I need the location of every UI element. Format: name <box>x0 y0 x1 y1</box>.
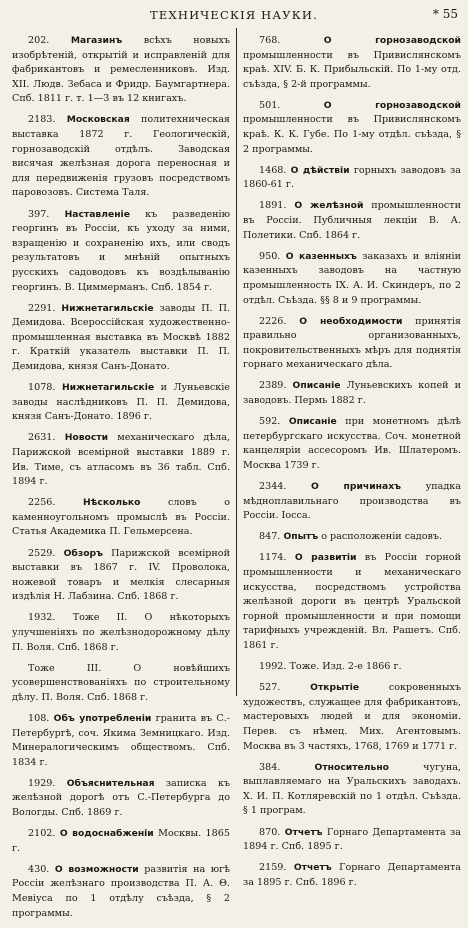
entry-keyword: Открытіе <box>310 682 360 694</box>
entry-text: промышленности въ Россіи. Публичныя лекціи В. А. Полетики. Спб. 1864 г. <box>243 200 461 241</box>
entry-text: Тоже II. О нѣкоторыхъ улучшеніяхъ по желѣзнодорожному дѣлу П. Воля. Спб. 1868 г. <box>12 612 230 653</box>
catalog-entry <box>243 826 461 855</box>
entry-number: 2529. <box>28 547 56 559</box>
entry-number: 501. <box>259 99 281 111</box>
entry-keyword: О причинахъ <box>311 481 402 493</box>
catalog-entry <box>12 547 230 605</box>
entry-text: Парижской всемірной выставки въ 1867 г. IV. Проволока, ножевой товаръ и мелкія слесарныя издѣлія Н. Лабзина. Спб. 1868 г. <box>12 547 230 603</box>
entry-number: 384. <box>259 761 281 773</box>
entry-text: сокровенныхъ художествъ, служащее для фабрикантовъ, мастеровыхъ людей и для экономіи. Перев. съ нѣмец. Мих. Агентовымъ. Москва въ 3 частяхъ, 1768, 1769 и 1771 г. <box>243 682 461 752</box>
catalog-entry <box>243 861 461 890</box>
entry-text: о расположеніи садовъ. <box>321 531 443 543</box>
entry-keyword: О развитіи <box>294 552 357 564</box>
entry-number: 592. <box>259 416 281 428</box>
catalog-entry <box>12 113 230 201</box>
entry-keyword: Московская <box>66 114 130 126</box>
catalog-entry <box>12 34 230 107</box>
entry-keyword: О желѣзной <box>294 200 364 212</box>
entry-text: Москвы. 1865 г. <box>12 828 230 854</box>
catalog-entry <box>243 415 461 473</box>
page-header <box>0 4 468 24</box>
catalog-entry <box>243 250 461 308</box>
entry-keyword: О горнозаводской <box>323 99 461 111</box>
catalog-entry <box>12 611 230 655</box>
entry-keyword: О горнозаводской <box>323 35 461 46</box>
entry-keyword: Новости <box>64 432 109 444</box>
entry-text: упадка мѣдноплавильнаго производства въ Россіи. Іосса. <box>243 481 461 522</box>
catalog-entry <box>12 662 230 706</box>
entry-keyword: О дѣйствіи <box>290 164 350 176</box>
entry-text: заказахъ и вліяніи казенныхъ заводовъ на частную промышленность IX. А. И. Скиндеръ, по 2 отдѣл. Съѣзда. §§ 8 и 9 программы. <box>243 250 461 306</box>
entry-number: 527. <box>259 682 281 694</box>
entry-text: къ разведенію георгинъ въ Россіи, къ уходу за ними, взращенію и сохраненію ихъ, или сводъ результатовъ и мнѣній опытныхъ русскихъ садоводовъ къ воздѣлыванію георгинъ. В. Циммерманъ. Спб. 1854 г. <box>12 208 230 293</box>
catalog-entry <box>243 761 461 819</box>
entry-number: 1932. <box>28 612 56 624</box>
entry-text: развитія на югѣ Россіи желѣзнаго производства П. А. Θ. Мевіуса по 1 отдѣлу съѣзда, § 2 программы. <box>12 863 230 919</box>
entry-text: словъ о каменноугольномъ промыслѣ въ Россіи. Статья Академика П. Гельмерсена. <box>12 497 230 538</box>
entry-keyword: Объ употребленіи <box>53 712 152 724</box>
catalog-entry <box>12 302 230 375</box>
catalog-entry <box>12 208 230 296</box>
entry-text: при монетномъ дѣлѣ петербургскаго искусства. Соч. монетной канцеляріи ассесоромъ Ив. Шлатеромъ. Москва 1739 г. <box>243 416 461 471</box>
catalog-entry <box>243 379 461 408</box>
entry-text: въ Россіи горной промышленности и механическаго искусства, посредствомъ устройства желѣзной дороги въ центрѣ Уральской горной промышленности и при помощи тарифныхъ учрежденій. Вл. Рашетъ. Спб. 1861 г. <box>243 552 461 651</box>
entry-number: 2183. <box>28 114 56 126</box>
entry-keyword: Отчетъ <box>293 862 332 874</box>
entry-number: 2344. <box>259 481 287 493</box>
entry-text: промышленности въ Привислянскомъ краѣ. XIV. Б. К. Прибыльскій. По 1-му отд. съѣзда, § 2-й программы. <box>243 49 461 90</box>
catalog-entry <box>243 551 461 653</box>
catalog-entry <box>243 34 461 92</box>
entry-text: записка къ желѣзной дорогѣ отъ С.-Петербурга до Вологды. Спб. 1869 г. <box>12 777 230 818</box>
entry-keyword: Объяснительная <box>66 777 155 789</box>
entry-text: и Луньевскіе заводы наслѣдниковъ П. П. Демидова, князя Санъ-Донато. 1896 г. <box>12 382 230 423</box>
entry-keyword: О возможности <box>54 863 139 875</box>
entry-number: 1929. <box>28 777 56 789</box>
entry-number: 2159. <box>259 862 287 874</box>
catalog-entry <box>243 199 461 243</box>
entry-keyword: Нижнетагильскіе <box>61 302 154 314</box>
catalog-entry <box>243 681 461 754</box>
catalog-entry <box>243 99 461 157</box>
entry-number: 2226. <box>259 315 287 327</box>
entry-keyword: О необходимости <box>299 315 403 327</box>
catalog-entry <box>12 431 230 489</box>
entry-text: механическаго дѣла, Парижской всемірной выставки 1889 г. Ив. Тиме, съ атласомъ въ 36 табл. Спб. 1894 г. <box>12 432 230 488</box>
column-divider <box>236 28 237 696</box>
entry-text: всѣхъ новыхъ изобрѣтеній, открытій и исправленій для фабрикантовъ и ремесленниковъ. Изд. XII. Людв. Зебаса и Фридр. Баумгартнера. Спб. 1811 г. т. 1—3 въ 12 книгахъ. <box>12 35 230 105</box>
entry-keyword: Опытъ <box>283 531 319 543</box>
entry-keyword: Описаніе <box>292 380 341 392</box>
entry-number: 2291. <box>28 302 56 314</box>
entry-text: Горнаго Департамента за 1894 г. Спб. 1895 г. <box>243 826 461 853</box>
catalog-entry <box>12 863 230 921</box>
entry-number: 2256. <box>28 497 56 509</box>
entry-number: 1174. <box>259 552 287 564</box>
entry-text: промышленности въ Привислянскомъ краѣ. К. К. Губе. По 1-му отдѣл. съѣзда, § 2 программы. <box>243 114 461 155</box>
catalog-entry <box>243 530 461 545</box>
right-column <box>243 34 461 897</box>
catalog-entry <box>12 712 230 770</box>
entry-keyword: Нѣсколько <box>82 497 141 509</box>
entry-number: 2102. <box>28 828 56 840</box>
entry-number: 1468. <box>259 164 287 176</box>
entry-text: Горнаго Департамента за 1895 г. Спб. 1896 г. <box>243 862 461 888</box>
entry-keyword: О водоснабженіи <box>59 828 154 840</box>
entry-keyword: Обзоръ <box>63 547 103 559</box>
entry-number: 768. <box>259 35 281 46</box>
entry-text: политехническая выставка 1872 г. Геологическій, горнозаводскій отдѣлъ. Заводская висячая желѣзная дорога переносная и для передвиженія грузовъ посредствомъ паровозовъ. Система Таля. <box>12 114 230 199</box>
catalog-entry <box>243 480 461 524</box>
catalog-entry <box>12 381 230 425</box>
entry-keyword: Наставленіе <box>64 208 130 220</box>
entry-number: 397. <box>28 208 50 220</box>
catalog-entry <box>243 164 461 193</box>
entry-text: Тоже. Изд. 2-е 1866 г. <box>289 661 402 673</box>
entry-text: Тоже III. О новѣйшихъ усовершенствованіяхъ по строительному дѣлу. П. Воля. Спб. 1868 г. <box>12 662 230 703</box>
entry-number: 1992. <box>259 661 287 673</box>
entry-keyword: Описаніе <box>288 416 337 428</box>
entry-text: чугуна, выплавляемаго на Уральскихъ заводахъ. Х. И. П. Котляревскій по 1 отдѣл. Съѣзда. § 1 програм. <box>243 761 461 817</box>
catalog-entry <box>12 827 230 856</box>
entry-number: 1078. <box>28 382 56 394</box>
entry-number: 202. <box>28 35 50 46</box>
catalog-entry <box>243 315 461 373</box>
entry-number: 870. <box>259 826 281 838</box>
entry-keyword: Относительно <box>314 761 389 773</box>
catalog-entry <box>12 496 230 540</box>
catalog-entry <box>243 660 461 675</box>
entry-keyword: Нижнетагильскіе <box>61 382 155 394</box>
entry-text: принятія правильно организованныхъ, покровительственныхъ мѣръ для поднятія горнаго механическаго дѣла. <box>243 315 461 371</box>
entry-number: 2389. <box>259 380 287 392</box>
catalog-entry <box>12 777 230 821</box>
entry-text: Луньевскихъ копей и заводовъ. Пермь 1882 г. <box>243 380 461 407</box>
section-title: ТЕХНИЧЕСКІЯ НАУКИ. <box>149 8 318 22</box>
entry-number: 2631. <box>28 432 56 444</box>
entry-number: 1891. <box>259 200 287 212</box>
entry-number: 847. <box>259 531 281 543</box>
entry-text: заводы П. П. Демидова. Всероссійская художественно-промышленная выставка въ Москвѣ 1882 г. Краткій указатель выставки П. П. Демидова, князя Санъ-Донато. <box>12 302 230 372</box>
entry-keyword: О казенныхъ <box>285 250 357 262</box>
entry-text: гранита въ С.-Петербургѣ, соч. Якима Земницкаго. Изд. Минералогическимъ обществомъ. Спб. 1834 г. <box>12 712 230 768</box>
entry-number: 430. <box>28 863 50 875</box>
page-number: * 55 <box>432 7 458 21</box>
left-column <box>12 34 230 928</box>
entry-keyword: Отчетъ <box>284 826 323 838</box>
entry-number: 108. <box>28 712 50 724</box>
entry-keyword: Магазинъ <box>70 35 123 46</box>
entry-number: 950. <box>259 250 281 262</box>
entry-text: горныхъ заводовъ за 1860-61 г. <box>243 164 461 191</box>
